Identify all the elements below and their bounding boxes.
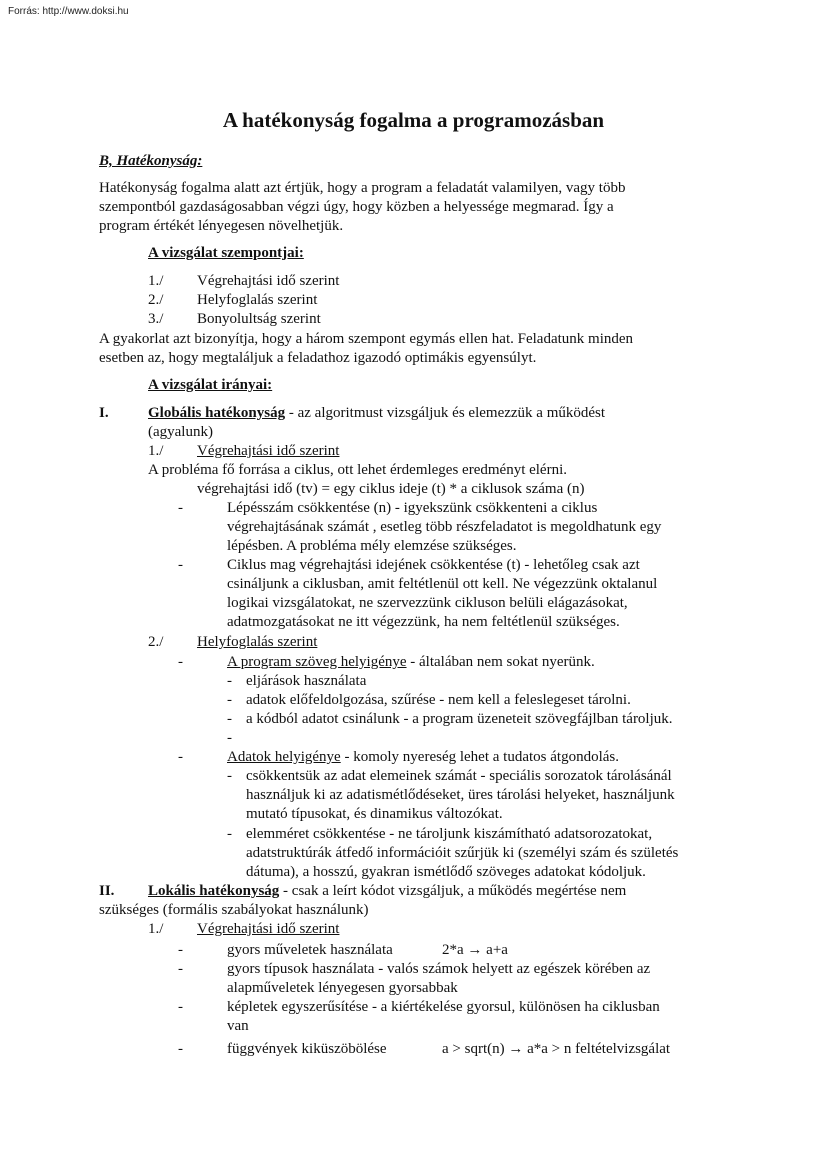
bullet-text: adatmozgatásokat ne itt végezzünk, ha nem feltétlenül szükséges. xyxy=(227,614,620,630)
paragraph-line: esetben az, hogy megtaláljuk a feladathoz igazodó optimákis egyensúlyt. xyxy=(99,350,537,366)
formula: 2*a → a+a xyxy=(442,942,508,958)
bullet-dash: - xyxy=(178,654,183,670)
term: Lokális hatékonyság xyxy=(148,883,280,899)
section-heading: B, Hatékonyság: xyxy=(99,153,203,169)
sub-bullet-dash: - xyxy=(227,826,232,842)
subheading: A vizsgálat szempontjai: xyxy=(148,245,304,261)
bullet-text: képletek egyszerűsítése - a kiértékelése gyorsul, különösen ha ciklusban xyxy=(227,999,660,1015)
list-item: Helyfoglalás szerint xyxy=(197,292,318,308)
sub-bullet-dash: - xyxy=(227,673,232,689)
list-number: 1./ xyxy=(148,273,164,289)
formula-line: végrehajtási idő (tv) = egy ciklus ideje (t) * a ciklusok száma (n) xyxy=(197,481,585,497)
paragraph-line: A gyakorlat azt bizonyítja, hogy a három szempont egymás ellen hat. Feladatunk minden xyxy=(99,331,634,347)
paragraph-line: szükséges (formális szabályokat használunk) xyxy=(99,902,369,918)
sub-bullet-text: használjuk ki az adatismétlődéseket, üres tárolási helyeket, használjunk xyxy=(246,787,675,803)
bullet-text: lépésben. A probléma mély elemzése szükséges. xyxy=(227,538,517,554)
list-item: Végrehajtási idő szerint xyxy=(197,273,340,289)
local-efficiency-line xyxy=(148,882,626,901)
term-description: - az algoritmust vizsgáljuk és elemezzük a működést xyxy=(285,405,606,421)
global-efficiency-line xyxy=(148,404,605,423)
paragraph-line: (agyalunk) xyxy=(148,424,213,440)
paragraph-line: program értékét lényegesen növelhetjük. xyxy=(99,218,344,234)
sub-bullet-dash: - xyxy=(227,692,232,708)
term: Adatok helyigénye xyxy=(227,749,341,765)
sub-bullet-text: elemméret csökkentése - ne tároljunk kiszámítható adatsorozatokat, xyxy=(246,826,653,842)
term: A program szöveg helyigénye xyxy=(227,654,407,670)
list-item-title: Végrehajtási idő szerint xyxy=(197,443,340,459)
list-number: 2./ xyxy=(148,634,164,650)
bullet-text xyxy=(227,748,619,767)
list-number: 3./ xyxy=(148,311,164,327)
paragraph-line: Hatékonyság fogalma alatt azt értjük, hogy a program a feladatát valamilyen, vagy több xyxy=(99,180,626,196)
bullet-text: van xyxy=(227,1018,249,1034)
bullet-dash: - xyxy=(178,749,183,765)
list-item-title: Végrehajtási idő szerint xyxy=(197,921,340,937)
source-link: Forrás: http://www.doksi.hu xyxy=(8,6,129,17)
bullet-dash: - xyxy=(178,961,183,977)
term-description: - általában nem sokat nyerünk. xyxy=(406,654,595,670)
bullet-text: logikai vizsgálatokat, ne szervezzünk cikluson belüli elágazásokat, xyxy=(227,595,628,611)
paragraph-line: szempontból gazdaságosabban végzi úgy, hogy közben a helyessége megmarad. Így a xyxy=(99,199,614,215)
sub-bullet-text: mutató típusokat, és dinamikus változókat. xyxy=(246,806,503,822)
bullet-text: végrehajtásának számát , esetleg több részfeladatot is megoldhatunk egy xyxy=(227,519,662,535)
sub-bullet-dash: - xyxy=(227,711,232,727)
bullet-text: gyors típusok használata - valós számok helyett az egészek körében az xyxy=(227,961,651,977)
roman-number: I. xyxy=(99,405,109,421)
term: Globális hatékonyság xyxy=(148,405,286,421)
page-title: A hatékonyság fogalma a programozásban xyxy=(222,108,605,132)
bullet-dash: - xyxy=(178,1041,183,1057)
list-item-title: Helyfoglalás szerint xyxy=(197,634,318,650)
bullet-dash: - xyxy=(178,942,183,958)
bullet-dash: - xyxy=(178,557,183,573)
subheading: A vizsgálat irányai: xyxy=(148,377,273,393)
list-number: 1./ xyxy=(148,443,164,459)
bullet-text: csináljunk a ciklusban, amit feltétlenül ott kell. Ne végezzünk oktalanul xyxy=(227,576,658,592)
sub-bullet-text: a kódból adatot csinálunk - a program üzeneteit szövegfájlban tároljuk. xyxy=(246,711,673,727)
term-description: - csak a leírt kódot vizsgáljuk, a működés megértése nem xyxy=(279,883,627,899)
sub-bullet-dash: - xyxy=(227,730,232,746)
sub-bullet-text: adatstruktúrák átfedő információit szűrjük ki (személyi szám és születés xyxy=(246,845,679,861)
term-description: - komoly nyereség lehet a tudatos átgondolás. xyxy=(340,749,619,765)
sub-bullet-text: eljárások használata xyxy=(246,673,367,689)
paragraph-line: A probléma fő forrása a ciklus, ott lehet érdemleges eredményt elérni. xyxy=(148,462,568,478)
bullet-text: függvények kiküszöbölése xyxy=(227,1041,387,1057)
list-number: 2./ xyxy=(148,292,164,308)
formula: a > sqrt(n) → a*a > n feltételvizsgálat xyxy=(442,1041,671,1057)
bullet-text: gyors műveletek használata xyxy=(227,942,393,958)
sub-bullet-text: dátuma), a hosszú, gyakran ismétlődő szöveges adatokat kódoljuk. xyxy=(246,864,646,880)
bullet-text xyxy=(227,653,595,672)
sub-bullet-text: csökkentsük az adat elemeinek számát - speciális sorozatok tárolásánál xyxy=(246,768,672,784)
bullet-text: Lépésszám csökkentése (n) - igyekszünk csökkenteni a ciklus xyxy=(227,500,598,516)
bullet-text: Ciklus mag végrehajtási idejének csökkentése (t) - lehetőleg csak azt xyxy=(227,557,640,573)
bullet-dash: - xyxy=(178,999,183,1015)
sub-bullet-dash: - xyxy=(227,768,232,784)
list-item: Bonyolultság szerint xyxy=(197,311,321,327)
sub-bullet-text: adatok előfeldolgozása, szűrése - nem kell a feleslegeset tárolni. xyxy=(246,692,631,708)
bullet-text: alapműveletek lényegesen gyorsabbak xyxy=(227,980,458,996)
list-number: 1./ xyxy=(148,921,164,937)
bullet-dash: - xyxy=(178,500,183,516)
roman-number: II. xyxy=(99,883,115,899)
